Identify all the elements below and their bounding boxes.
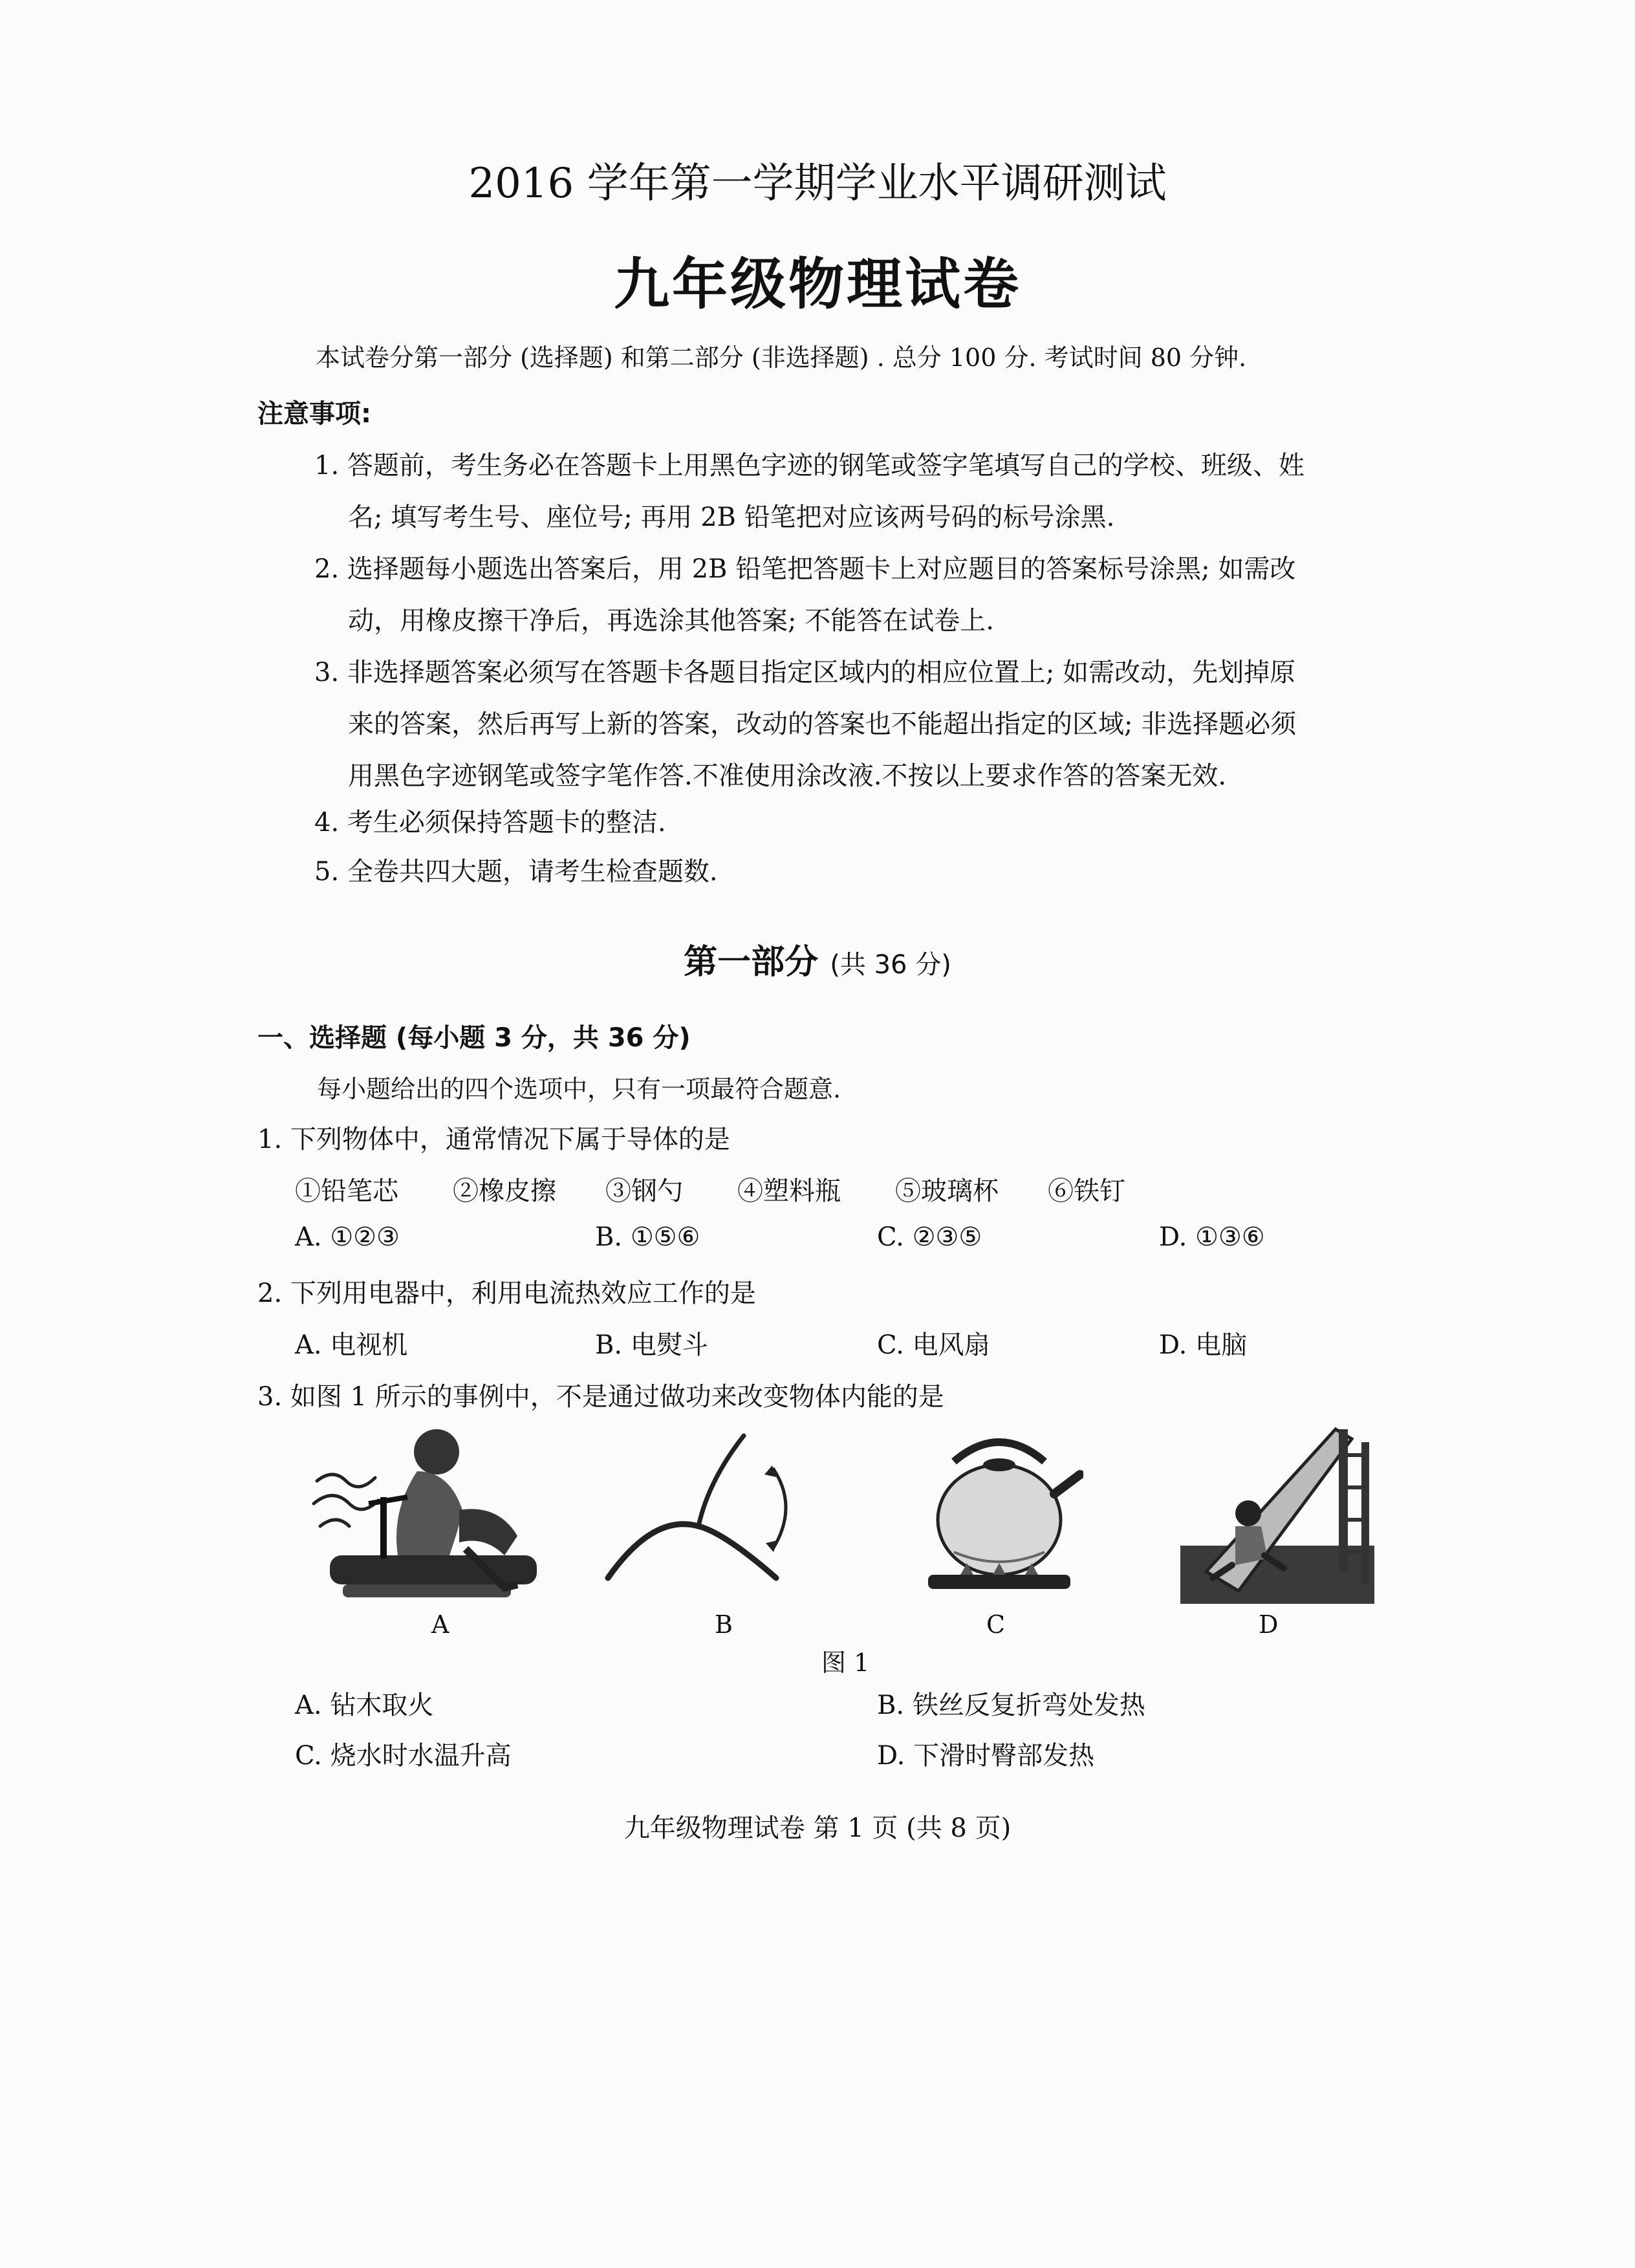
question-3-option-b: B. 铁丝反复折弯处发热 (877, 1690, 1145, 1720)
part-score: (共 36 分) (830, 950, 951, 980)
section-instruction: 每小题给出的四个选项中，只有一项最符合题意. (317, 1075, 841, 1103)
question-2-option-b: B. 电熨斗 (595, 1330, 708, 1360)
exam-intro: 本试卷分第一部分 (选择题) 和第二部分 (非选择题) . 总分 100 分. 考试时间 80 分钟. (316, 343, 1247, 372)
paper-title: 九年级物理试卷 (614, 252, 1021, 317)
notice-line: 用黑色字迹钢笔或签字笔作答.不准使用涂改液.不按以上要求作答的答案无效. (348, 761, 1227, 791)
figure-label-b: B (715, 1610, 733, 1639)
question-1-option-a: A. ①②③ (295, 1222, 400, 1252)
question-2-option-a: A. 电视机 (295, 1330, 408, 1360)
notice-line: 2. 选择题每小题选出答案后，用 2B 铅笔把答题卡上对应题目的答案标号涂黑; 如需改 (314, 554, 1296, 584)
question-2-option-d: D. 电脑 (1159, 1330, 1248, 1360)
figure-c-kettle-on-stove (915, 1423, 1083, 1597)
notice-line: 来的答案，然后再写上新的答案，改动的答案也不能超出指定的区域; 非选择题必须 (348, 709, 1297, 739)
question-1-item: ⑤玻璃杯 (895, 1176, 999, 1206)
notice-line: 3. 非选择题答案必须写在答题卡各题目指定区域内的相应位置上; 如需改动，先划掉原 (314, 658, 1296, 687)
figure-label-c: C (986, 1610, 1006, 1639)
part-title: 第一部分 (684, 943, 819, 982)
notice-heading: 注意事项: (257, 399, 371, 429)
figure-a-drilling-wood-for-fire (304, 1420, 556, 1604)
question-2-stem: 2. 下列用电器中，利用电流热效应工作的是 (257, 1279, 756, 1308)
figure-d-child-on-slide (1180, 1416, 1374, 1604)
notice-line: 动，用橡皮擦干净后，再选涂其他答案; 不能答在试卷上. (348, 606, 994, 636)
notice-line: 名; 填写考生号、座位号; 再用 2B 铅笔把对应该两号码的标号涂黑. (348, 502, 1115, 532)
notice-line: 1. 答题前，考生务必在答题卡上用黑色字迹的钢笔或签字笔填写自己的学校、班级、姓 (314, 451, 1305, 481)
notice-line: 5. 全卷共四大题，请考生检查题数. (314, 857, 718, 887)
question-2-option-c: C. 电风扇 (877, 1330, 990, 1360)
question-1-option-c: C. ②③⑤ (877, 1222, 982, 1252)
question-3-option-d: D. 下滑时臀部发热 (877, 1741, 1095, 1771)
figure-b-bent-wire (601, 1429, 802, 1588)
question-1-item: ⑥铁钉 (1048, 1176, 1125, 1206)
question-1-item: ②橡皮擦 (453, 1176, 556, 1206)
page-footer: 九年级物理试卷 第 1 页 (共 8 页) (623, 1813, 1012, 1843)
section-heading: 一、选择题 (每小题 3 分，共 36 分) (257, 1023, 691, 1053)
figure-label-a: A (431, 1610, 449, 1639)
question-1-option-b: B. ①⑤⑥ (595, 1222, 700, 1252)
exam-title: 2016 学年第一学期学业水平调研测试 (468, 160, 1167, 208)
question-1-item: ③钢勺 (605, 1176, 683, 1206)
notice-line: 4. 考生必须保持答题卡的整洁. (314, 808, 666, 837)
part-heading (0, 934, 1635, 983)
question-3-option-c: C. 烧水时水温升高 (295, 1741, 512, 1771)
question-1-stem: 1. 下列物体中，通常情况下属于导体的是 (257, 1125, 730, 1154)
question-1-option-d: D. ①③⑥ (1159, 1222, 1265, 1252)
question-1-item: ④塑料瓶 (737, 1176, 841, 1206)
question-3-option-a: A. 钻木取火 (295, 1690, 434, 1720)
figure-caption: 图 1 (821, 1648, 870, 1677)
figure-label-d: D (1259, 1610, 1279, 1639)
question-3-stem: 3. 如图 1 所示的事例中，不是通过做功来改变物体内能的是 (257, 1382, 944, 1412)
question-1-item: ①铅笔芯 (295, 1176, 398, 1206)
